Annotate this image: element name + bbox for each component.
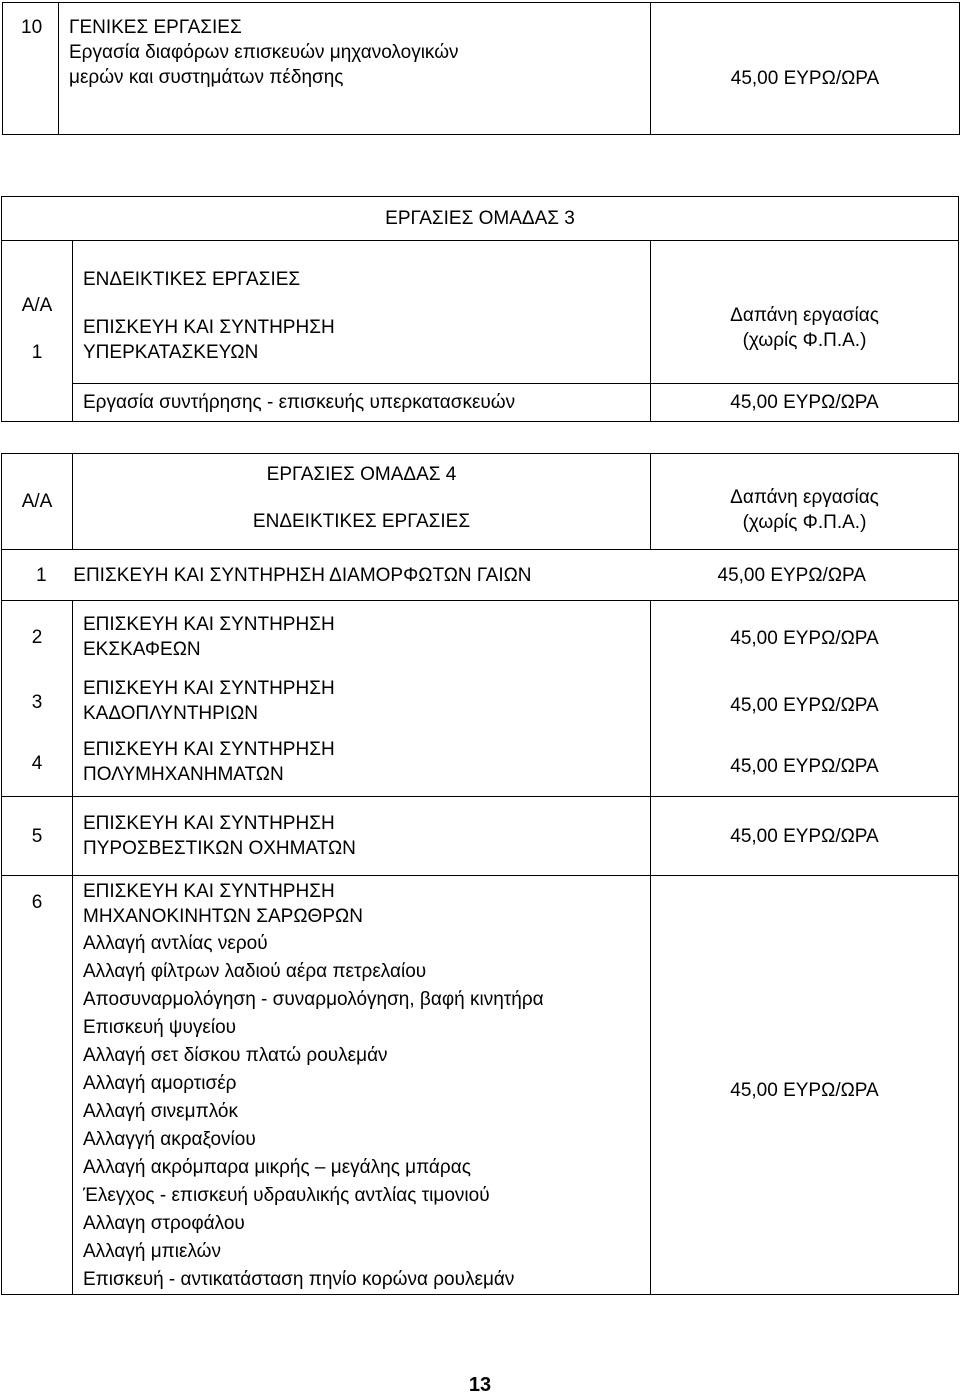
list-item: Αλλαγή φίλτρων λαδιού αέρα πετρελαίου	[83, 961, 427, 982]
row-number: 10	[21, 17, 43, 38]
row-title: ΕΠΙΣΚΕΥΗ ΚΑΙ ΣΥΝΤΗΡΗΣΗ ΚΑΔΟΠΛΥΝΤΗΡΙΩΝ	[83, 678, 335, 724]
price-cell	[651, 384, 959, 422]
price: 45,00 ΕΥΡΩ/ΩΡΑ	[730, 628, 879, 649]
row-title: ΕΠΙΣΚΕΥΗ ΚΑΙ ΣΥΝΤΗΡΗΣΗ ΠΥΡΟΣΒΕΣΤΙΚΩΝ ΟΧΗΜΑΤΩΝ	[83, 813, 356, 859]
list-item: Έλεγχος - επισκευή υδραυλικής αντλίας τιμονιού	[83, 1185, 490, 1206]
works-cell	[73, 241, 651, 384]
row-description: Εργασία συντήρησης - επισκευής υπερκατασκευών	[83, 392, 516, 413]
description-cell	[59, 3, 651, 135]
list-item: Επισκευή - αντικατάσταση πηνίο κορώνα ρουλεμάν	[83, 1269, 515, 1290]
column-header-cost: Δαπάνη εργασίας (χωρίς Φ.Π.Α.)	[730, 486, 879, 533]
list-item: Αλλαγγή ακραξονίου	[83, 1129, 256, 1150]
row-number: 1	[31, 342, 43, 363]
list-item: Αλλαγή μπιελών	[83, 1241, 222, 1262]
group-title: ΕΡΓΑΣΙΕΣ ΟΜΑΔΑΣ 4	[266, 464, 457, 485]
cost-header-cell	[651, 241, 959, 384]
list-item: Αλλαγή αμορτισέρ	[83, 1073, 237, 1094]
price-cell	[651, 876, 959, 1295]
aa-cell	[2, 241, 73, 422]
column-header-indicative: ΕΝΔΕΙΚΤΙΚΕΣ ΕΡΓΑΣΙΕΣ	[252, 511, 471, 532]
price-cell	[651, 3, 960, 135]
table-row	[2, 550, 959, 601]
list-item: Επισκευή ψυγείου	[83, 1017, 237, 1038]
column-header-cost: Δαπάνη εργασίας (χωρίς Φ.Π.Α.)	[730, 305, 879, 351]
row-title: ΕΠΙΣΚΕΥΗ ΚΑΙ ΣΥΝΤΗΡΗΣΗ ΜΗΧΑΝΟΚΙΝΗΤΩΝ ΣΑΡΩΘΡΩΝ	[83, 881, 363, 927]
group-title-cell	[2, 197, 959, 241]
table-general-works	[2, 2, 960, 135]
list-item: Αλλαγή ακρόμπαρα μικρής – μεγάλης μπάρας	[83, 1157, 471, 1178]
list-item: Αλλαγή σετ δίσκου πλατώ ρουλεμάν	[83, 1045, 388, 1066]
row-number: 5	[31, 825, 43, 847]
row-title: ΕΠΙΣΚΕΥΗ ΚΑΙ ΣΥΝΤΗΡΗΣΗ ΠΟΛΥΜΗΧΑΝΗΜΑΤΩΝ	[83, 739, 335, 785]
column-header-indicative: ΕΝΔΕΙΚΤΙΚΕΣ ΕΡΓΑΣΙΕΣ	[83, 269, 301, 290]
price-cell	[651, 797, 959, 876]
price: 45,00 ΕΥΡΩ/ΩΡΑ	[730, 756, 879, 777]
section-title: ΓΕΝΙΚΕΣ ΕΡΓΑΣΙΕΣ	[69, 17, 242, 38]
row-title-cell	[73, 797, 651, 876]
repair-items-list	[83, 930, 650, 1294]
list-item: Αλλαγή αντλίας νερού	[83, 933, 268, 954]
row-number-cell	[3, 3, 59, 135]
group-title: ΕΡΓΑΣΙΕΣ ΟΜΑΔΑΣ 3	[385, 208, 575, 229]
row-number: 1	[36, 564, 47, 586]
price: 45,00 ΕΥΡΩ/ΩΡΑ	[730, 68, 880, 89]
aa-cell	[2, 454, 73, 550]
column-header-aa: Α/Α	[21, 491, 53, 512]
table-group-4	[1, 453, 959, 1295]
row-number-cell	[2, 797, 73, 876]
row-title: ΕΠΙΣΚΕΥΗ ΚΑΙ ΣΥΝΤΗΡΗΣΗ ΥΠΕΡΚΑΤΑΣΚΕΥΩΝ	[83, 317, 335, 363]
price: 45,00 ΕΥΡΩ/ΩΡΑ	[730, 392, 879, 413]
row-titles-cell	[73, 601, 651, 797]
works-cell	[73, 454, 651, 550]
price: 45,00 ΕΥΡΩ/ΩΡΑ	[730, 825, 879, 847]
cost-header-cell	[651, 454, 959, 550]
row-number: 2	[31, 627, 43, 648]
list-item: Αλλαγή σινεμπλόκ	[83, 1101, 238, 1122]
row-details-cell	[73, 876, 651, 1295]
table-group-3	[1, 196, 959, 422]
row-title: ΕΠΙΣΚΕΥΗ ΚΑΙ ΣΥΝΤΗΡΗΣΗ ΔΙΑΜΟΡΦΩΤΩΝ ΓΑΙΩΝ	[73, 564, 532, 586]
price: 45,00 ΕΥΡΩ/ΩΡΑ	[717, 564, 866, 586]
row-number-cell	[2, 876, 73, 1295]
price: 45,00 ΕΥΡΩ/ΩΡΑ	[730, 1079, 879, 1101]
list-item: Αλλαγη στροφάλου	[83, 1213, 245, 1234]
row-number: 4	[31, 753, 43, 774]
row-numbers-cell	[2, 601, 73, 797]
row-title: ΕΠΙΣΚΕΥΗ ΚΑΙ ΣΥΝΤΗΡΗΣΗ ΕΚΣΚΑΦΕΩΝ	[83, 614, 335, 660]
prices-cell	[651, 601, 959, 797]
price: 45,00 ΕΥΡΩ/ΩΡΑ	[730, 695, 879, 716]
list-item: Αποσυναρμολόγηση - συναρμολόγηση, βαφή κινητήρα	[83, 989, 544, 1010]
row-description-cell	[73, 384, 651, 422]
column-header-aa: Α/Α	[21, 295, 53, 316]
row-number: 3	[31, 692, 43, 713]
section-description: Εργασία διαφόρων επισκευών μηχανολογικών μερών και συστημάτων πέδησης	[69, 42, 459, 88]
row-number: 6	[31, 892, 43, 913]
page-number: 13	[468, 1374, 492, 1396]
